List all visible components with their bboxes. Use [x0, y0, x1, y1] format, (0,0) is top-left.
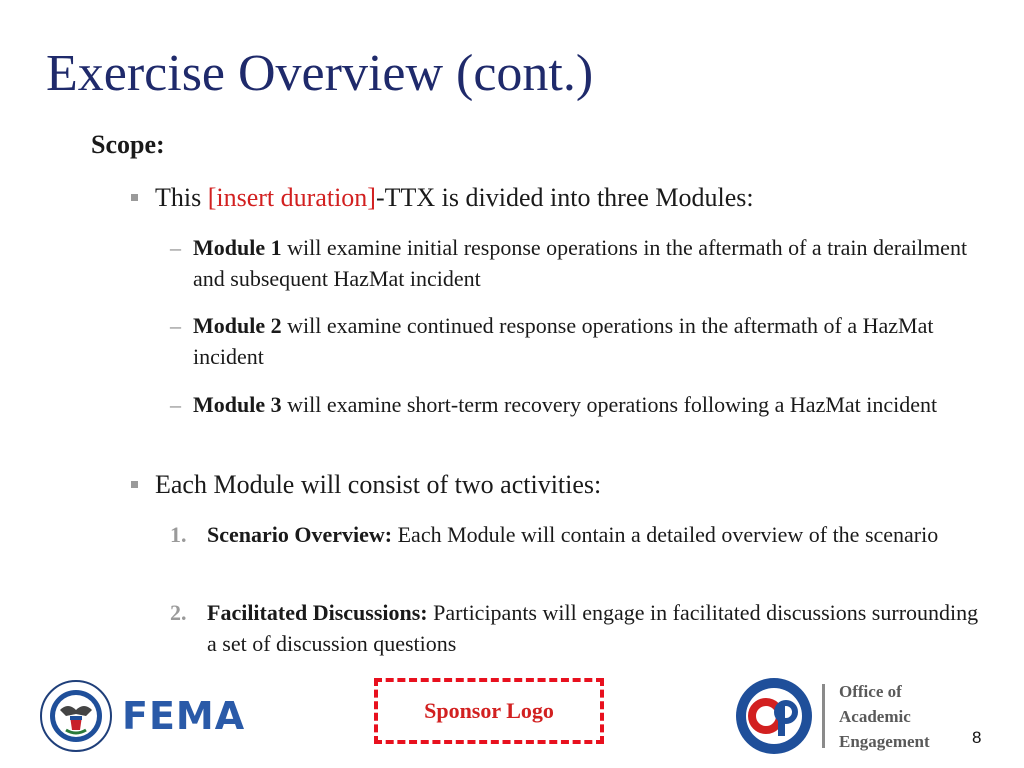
page-number: 8 [972, 728, 982, 747]
module-title: Module 2 [193, 313, 282, 338]
oae-label [839, 679, 930, 754]
campus-resilience-icon [734, 676, 814, 756]
bullet-text: Each Module will consist of two activities: [155, 470, 602, 499]
activity-description: Each Module will contain a detailed overview of the scenario [392, 522, 939, 547]
module-item [170, 389, 980, 420]
activity-title: Scenario Overview: [207, 522, 393, 547]
slide-title: Exercise Overview (cont.) [46, 45, 594, 102]
activity-number: 1. [170, 522, 187, 547]
oae-line: Academic [839, 706, 911, 726]
bullet-text-pre: This [155, 183, 208, 212]
square-bullet-icon [131, 194, 138, 201]
fema-wordmark: FEMA [122, 694, 246, 738]
office-of-academic-engagement-logo [734, 676, 930, 756]
activity-description: Participants will engage in facilitated discussions surrounding a set of discussion questions [207, 600, 979, 656]
activity-item [170, 519, 980, 550]
activity-item [170, 597, 980, 659]
bullet-text-post: -TTX is divided into three Modules: [375, 183, 754, 212]
module-item [170, 232, 980, 294]
square-bullet-icon [131, 481, 138, 488]
dash-icon: – [170, 235, 181, 260]
module-item [170, 310, 980, 372]
module-title: Module 1 [193, 235, 282, 260]
sponsor-logo-placeholder: Sponsor Logo [374, 678, 604, 744]
module-description: will examine short-term recovery operations following a HazMat incident [281, 392, 938, 417]
dhs-seal-icon [40, 680, 112, 752]
activity-number: 2. [170, 600, 187, 625]
scope-label: Scope: [91, 130, 165, 159]
duration-placeholder: [insert duration] [207, 183, 376, 212]
oae-line: Office of [839, 681, 902, 701]
fema-logo [40, 680, 245, 752]
module-description: will examine continued response operations in the aftermath of a HazMat incident [193, 313, 934, 369]
activity-title: Facilitated Discussions: [207, 600, 428, 625]
bullet-activities [131, 469, 991, 501]
oae-line: Engagement [839, 731, 930, 751]
module-title: Module 3 [193, 392, 282, 417]
logo-divider [822, 684, 825, 748]
module-description: will examine initial response operations in the aftermath of a train derailment and subsequent HazMat incident [193, 235, 968, 291]
dash-icon: – [170, 392, 181, 417]
dash-icon: – [170, 313, 181, 338]
bullet-duration [131, 182, 991, 214]
